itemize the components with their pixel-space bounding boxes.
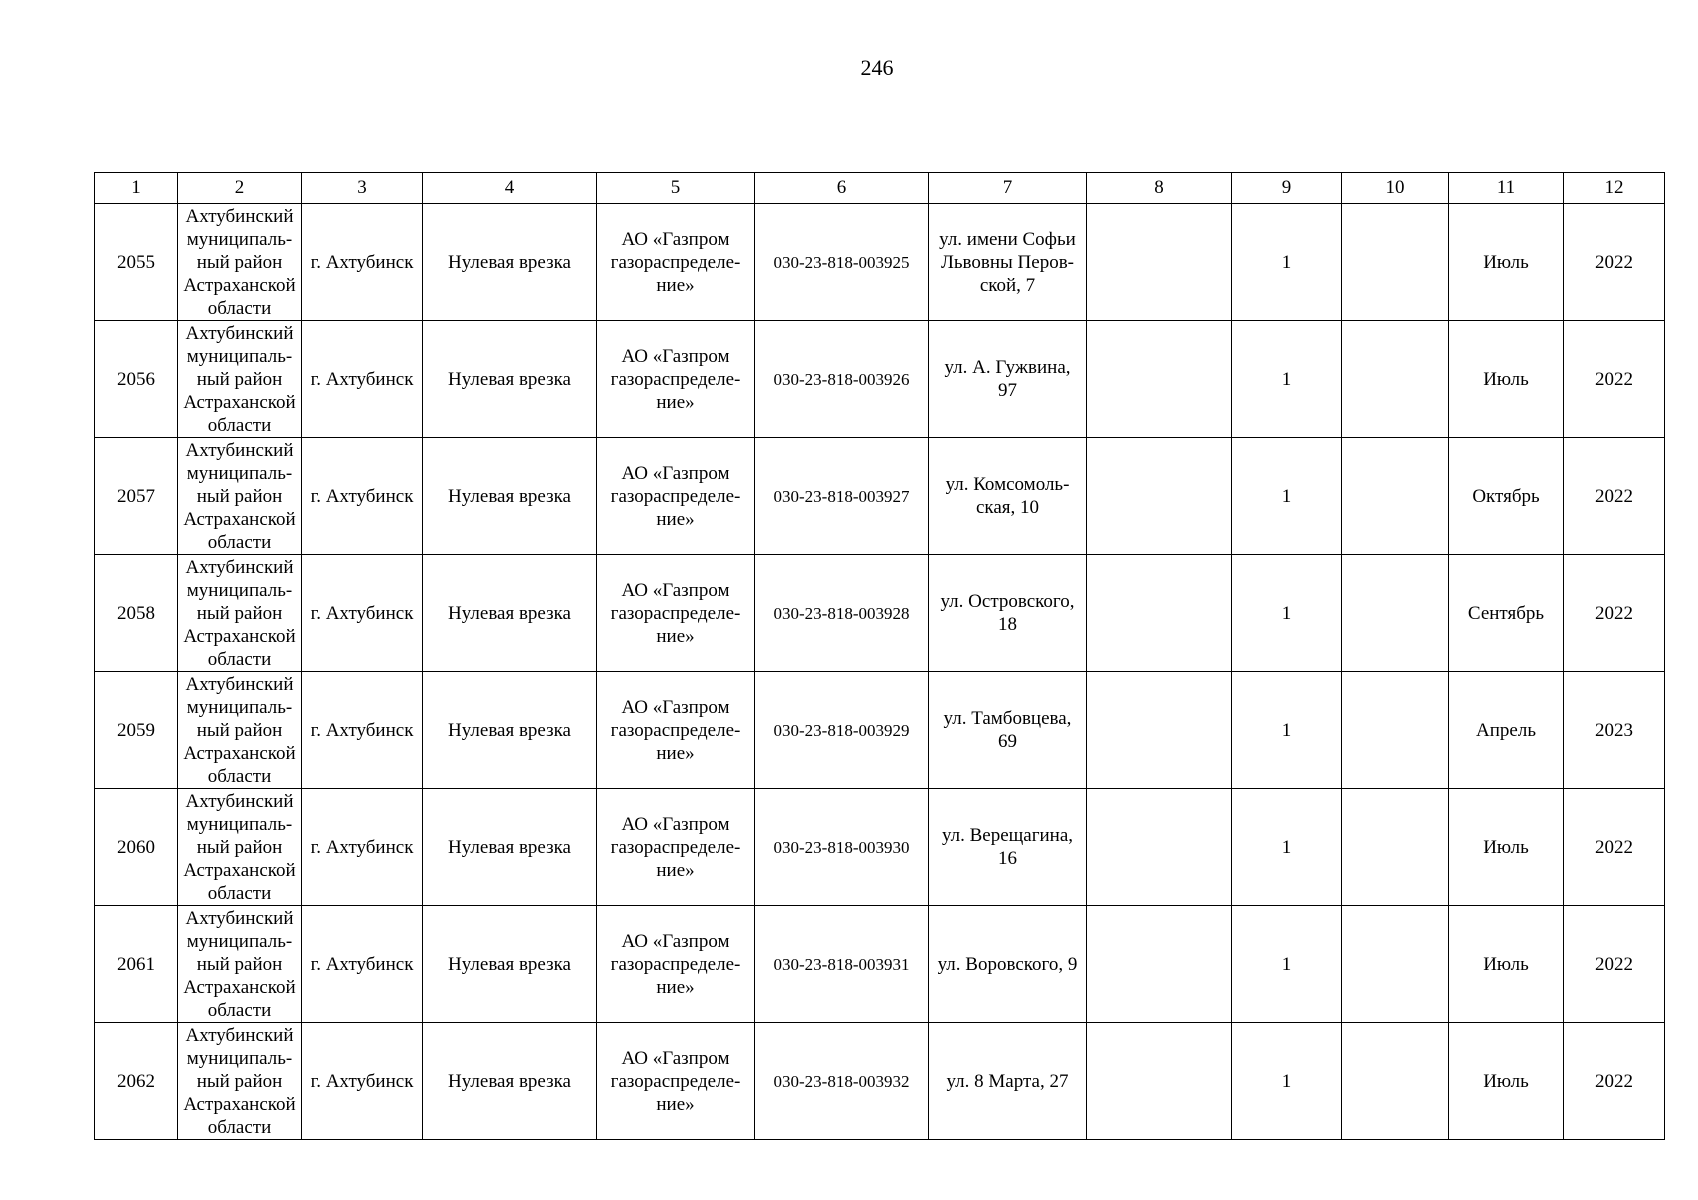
district-cell-line: муниципаль- <box>186 813 293 835</box>
district-cell-line: ный район <box>196 953 283 975</box>
column-10-cell <box>1342 438 1449 555</box>
count-cell: 1 <box>1232 204 1342 321</box>
city-cell: г. Ахтубинск <box>302 672 423 789</box>
row-number-cell: 2055 <box>95 204 178 321</box>
district-cell-line: области <box>207 531 272 553</box>
organization-cell <box>597 438 755 555</box>
organization-cell-line: газораспределе- <box>610 836 741 858</box>
city-cell: г. Ахтубинск <box>302 438 423 555</box>
district-cell-line: ный район <box>196 251 283 273</box>
column-10-cell <box>1342 1023 1449 1140</box>
year-cell: 2022 <box>1564 1023 1665 1140</box>
district-cell <box>178 672 302 789</box>
row-number-cell: 2058 <box>95 555 178 672</box>
row-number-cell: 2060 <box>95 789 178 906</box>
district-cell-line: Ахтубинский <box>185 322 294 344</box>
address-cell <box>929 906 1087 1023</box>
address-cell <box>929 672 1087 789</box>
organization-cell-line: ние» <box>656 274 695 296</box>
district-cell-line: Астраханской <box>183 742 296 764</box>
month-cell: Сентябрь <box>1449 555 1564 672</box>
district-cell-line: муниципаль- <box>186 930 293 952</box>
district-cell-line: ный район <box>196 602 283 624</box>
organization-cell-line: ние» <box>656 1093 695 1115</box>
table-row <box>95 438 1665 555</box>
address-cell-line: ул. имени Софьи <box>939 228 1076 250</box>
organization-cell-line: газораспределе- <box>610 953 741 975</box>
address-cell <box>929 321 1087 438</box>
object-code-cell: 030-23-818-003927 <box>755 438 929 555</box>
connection-type-cell: Нулевая врезка <box>423 906 597 1023</box>
row-number-cell: 2057 <box>95 438 178 555</box>
month-cell: Июль <box>1449 906 1564 1023</box>
count-cell: 1 <box>1232 555 1342 672</box>
organization-cell-line: газораспределе- <box>610 719 741 741</box>
year-cell: 2022 <box>1564 789 1665 906</box>
connection-type-cell: Нулевая врезка <box>423 204 597 321</box>
column-8-cell <box>1087 906 1232 1023</box>
column-number-row <box>95 173 1665 204</box>
organization-cell <box>597 672 755 789</box>
month-cell: Июль <box>1449 1023 1564 1140</box>
address-cell <box>929 1023 1087 1140</box>
object-code-cell: 030-23-818-003926 <box>755 321 929 438</box>
organization-cell-line: газораспределе- <box>610 251 741 273</box>
city-cell: г. Ахтубинск <box>302 321 423 438</box>
organization-cell-line: газораспределе- <box>610 368 741 390</box>
object-code-cell: 030-23-818-003931 <box>755 906 929 1023</box>
table-row <box>95 204 1665 321</box>
address-cell-line: ул. Верещагина, <box>941 825 1074 846</box>
district-cell-line: муниципаль- <box>186 696 293 718</box>
object-code-cell: 030-23-818-003930 <box>755 789 929 906</box>
organization-cell-line: ние» <box>656 976 695 998</box>
organization-cell-line: АО «Газпром <box>621 462 730 484</box>
address-cell <box>929 555 1087 672</box>
organization-cell-line: АО «Газпром <box>621 1047 730 1069</box>
address-cell-line: ул. Воровского, 9 <box>937 953 1078 975</box>
organization-cell <box>597 555 755 672</box>
object-code-cell: 030-23-818-003928 <box>755 555 929 672</box>
address-cell <box>929 789 1087 906</box>
district-cell-line: Ахтубинский <box>185 1024 294 1046</box>
address-cell-line: 18 <box>998 614 1017 635</box>
district-cell-line: области <box>207 297 272 319</box>
district-cell-line: ный район <box>196 719 283 741</box>
district-cell-line: Астраханской <box>183 391 296 413</box>
column-8-cell <box>1087 204 1232 321</box>
address-cell <box>929 204 1087 321</box>
column-10-cell <box>1342 906 1449 1023</box>
district-cell-line: области <box>207 1116 272 1138</box>
page-number: 246 <box>860 55 894 80</box>
district-cell-line: муниципаль- <box>186 462 293 484</box>
district-cell-line: муниципаль- <box>186 579 293 601</box>
table-row <box>95 906 1665 1023</box>
city-cell: г. Ахтубинск <box>302 906 423 1023</box>
district-cell-line: области <box>207 999 272 1021</box>
object-code-cell: 030-23-818-003932 <box>755 1023 929 1140</box>
year-cell: 2022 <box>1564 906 1665 1023</box>
column-10-cell <box>1342 789 1449 906</box>
table-row <box>95 1023 1665 1140</box>
table-row <box>95 555 1665 672</box>
column-10-cell <box>1342 672 1449 789</box>
district-cell <box>178 555 302 672</box>
district-cell-line: Ахтубинский <box>185 439 294 461</box>
organization-cell-line: ние» <box>656 391 695 413</box>
count-cell: 1 <box>1232 906 1342 1023</box>
address-cell-line: ул. 8 Марта, 27 <box>946 1070 1069 1092</box>
month-cell: Октябрь <box>1449 438 1564 555</box>
district-cell-line: ный район <box>196 1070 283 1092</box>
organization-cell-line: газораспределе- <box>610 602 741 624</box>
row-number-cell: 2061 <box>95 906 178 1023</box>
table-row <box>95 672 1665 789</box>
organization-cell <box>597 1023 755 1140</box>
column-10-cell <box>1342 555 1449 672</box>
district-cell-line: муниципаль- <box>186 1047 293 1069</box>
district-cell <box>178 438 302 555</box>
column-number: 11 <box>1449 173 1564 204</box>
organization-cell-line: АО «Газпром <box>621 228 730 250</box>
column-number: 4 <box>423 173 597 204</box>
organization-cell <box>597 321 755 438</box>
district-cell-line: области <box>207 648 272 670</box>
district-cell-line: ный район <box>196 485 283 507</box>
address-cell <box>929 438 1087 555</box>
district-cell-line: области <box>207 882 272 904</box>
column-number: 6 <box>755 173 929 204</box>
count-cell: 1 <box>1232 1023 1342 1140</box>
column-8-cell <box>1087 672 1232 789</box>
count-cell: 1 <box>1232 321 1342 438</box>
address-cell-line: ул. А. Гужвина, <box>944 357 1071 378</box>
address-cell-line: 16 <box>998 848 1017 869</box>
district-cell-line: Ахтубинский <box>185 556 294 578</box>
district-cell-line: муниципаль- <box>186 228 293 250</box>
column-10-cell <box>1342 321 1449 438</box>
row-number-cell: 2059 <box>95 672 178 789</box>
address-cell-line: 97 <box>998 380 1017 401</box>
table-row <box>95 321 1665 438</box>
organization-cell-line: ние» <box>656 508 695 530</box>
city-cell: г. Ахтубинск <box>302 1023 423 1140</box>
column-number: 12 <box>1564 173 1665 204</box>
district-cell-line: Астраханской <box>183 625 296 647</box>
row-number-cell: 2062 <box>95 1023 178 1140</box>
column-8-cell <box>1087 438 1232 555</box>
organization-cell <box>597 204 755 321</box>
count-cell: 1 <box>1232 672 1342 789</box>
connection-type-cell: Нулевая врезка <box>423 555 597 672</box>
organization-cell-line: АО «Газпром <box>621 696 730 718</box>
column-number: 7 <box>929 173 1087 204</box>
address-cell-line: ул. Островского, <box>940 591 1075 612</box>
district-cell-line: муниципаль- <box>186 345 293 367</box>
address-cell-line: ул. Комсомоль- <box>945 474 1070 495</box>
district-cell <box>178 1023 302 1140</box>
city-cell: г. Ахтубинск <box>302 789 423 906</box>
address-cell-line: Львовны Перов- <box>941 251 1074 273</box>
table-row <box>95 789 1665 906</box>
organization-cell-line: газораспределе- <box>610 485 741 507</box>
column-number: 3 <box>302 173 423 204</box>
year-cell: 2022 <box>1564 438 1665 555</box>
organization-cell-line: ние» <box>656 859 695 881</box>
connection-type-cell: Нулевая врезка <box>423 321 597 438</box>
row-number-cell: 2056 <box>95 321 178 438</box>
object-code-cell: 030-23-818-003929 <box>755 672 929 789</box>
district-cell <box>178 789 302 906</box>
address-cell-line: 69 <box>998 731 1017 752</box>
district-cell-line: Астраханской <box>183 274 296 296</box>
organization-cell <box>597 789 755 906</box>
district-cell-line: Астраханской <box>183 859 296 881</box>
month-cell: Июль <box>1449 204 1564 321</box>
month-cell: Июль <box>1449 789 1564 906</box>
month-cell: Июль <box>1449 321 1564 438</box>
connection-type-cell: Нулевая врезка <box>423 789 597 906</box>
column-number: 1 <box>95 173 178 204</box>
count-cell: 1 <box>1232 438 1342 555</box>
district-cell <box>178 906 302 1023</box>
address-cell-line: ул. Тамбовцева, <box>943 708 1072 729</box>
connection-type-cell: Нулевая врезка <box>423 1023 597 1140</box>
district-cell-line: Ахтубинский <box>185 673 294 695</box>
organization-cell-line: АО «Газпром <box>621 813 730 835</box>
organization-cell-line: АО «Газпром <box>621 345 730 367</box>
column-10-cell <box>1342 204 1449 321</box>
district-cell-line: области <box>207 765 272 787</box>
district-cell-line: ный район <box>196 368 283 390</box>
district-cell-line: Астраханской <box>183 508 296 530</box>
table-body <box>95 173 1665 1140</box>
column-number: 9 <box>1232 173 1342 204</box>
district-cell-line: Ахтубинский <box>185 907 294 929</box>
district-cell <box>178 204 302 321</box>
organization-cell-line: ние» <box>656 625 695 647</box>
address-cell-line: ская, 10 <box>975 497 1040 518</box>
column-number: 2 <box>178 173 302 204</box>
year-cell: 2022 <box>1564 204 1665 321</box>
district-cell-line: Ахтубинский <box>185 205 294 227</box>
connection-type-cell: Нулевая врезка <box>423 438 597 555</box>
address-cell-line: ской, 7 <box>979 274 1036 296</box>
column-8-cell <box>1087 789 1232 906</box>
organization-cell-line: АО «Газпром <box>621 930 730 952</box>
object-code-cell: 030-23-818-003925 <box>755 204 929 321</box>
column-8-cell <box>1087 555 1232 672</box>
organization-cell-line: газораспределе- <box>610 1070 741 1092</box>
district-cell-line: области <box>207 414 272 436</box>
column-number: 10 <box>1342 173 1449 204</box>
district-cell <box>178 321 302 438</box>
month-cell: Апрель <box>1449 672 1564 789</box>
organization-cell-line: ние» <box>656 742 695 764</box>
district-cell-line: Ахтубинский <box>185 790 294 812</box>
year-cell: 2023 <box>1564 672 1665 789</box>
column-8-cell <box>1087 1023 1232 1140</box>
column-8-cell <box>1087 321 1232 438</box>
district-cell-line: ный район <box>196 836 283 858</box>
city-cell: г. Ахтубинск <box>302 555 423 672</box>
column-number: 5 <box>597 173 755 204</box>
gas-connection-table <box>94 172 1665 1140</box>
column-number: 8 <box>1087 173 1232 204</box>
connection-type-cell: Нулевая врезка <box>423 672 597 789</box>
organization-cell <box>597 906 755 1023</box>
city-cell: г. Ахтубинск <box>302 204 423 321</box>
district-cell-line: Астраханской <box>183 976 296 998</box>
district-cell-line: Астраханской <box>183 1093 296 1115</box>
year-cell: 2022 <box>1564 555 1665 672</box>
organization-cell-line: АО «Газпром <box>621 579 730 601</box>
year-cell: 2022 <box>1564 321 1665 438</box>
count-cell: 1 <box>1232 789 1342 906</box>
